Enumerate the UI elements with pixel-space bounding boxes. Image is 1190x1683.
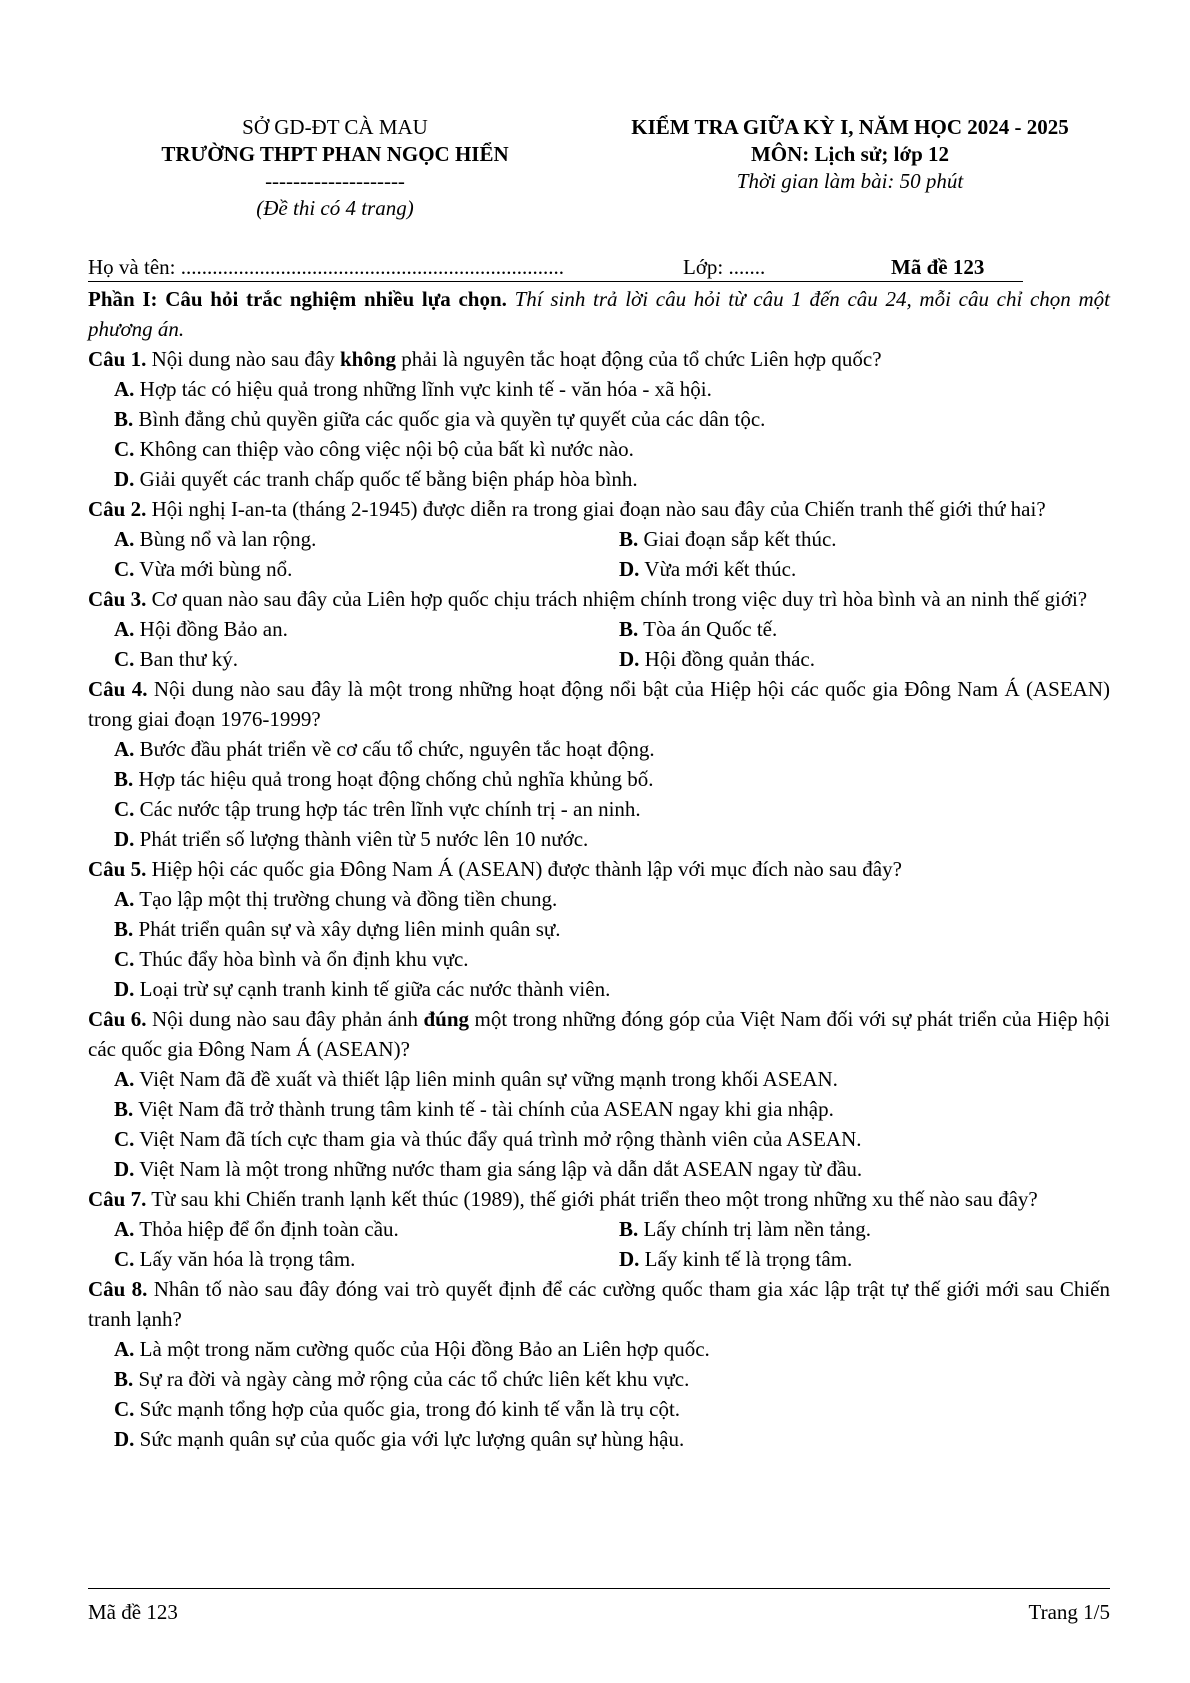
answer-option xyxy=(114,1247,355,1271)
option-line xyxy=(114,1064,1110,1094)
question-list xyxy=(88,344,1110,1454)
option-line xyxy=(114,944,1110,974)
option-cell xyxy=(114,1244,619,1274)
option-text: Việt Nam là một trong những nước tham gia sáng lập và dẫn dắt ASEAN ngay từ đầu. xyxy=(134,1157,863,1181)
option-key: C. xyxy=(114,797,135,821)
option-text: Lấy văn hóa là trọng tâm. xyxy=(134,1247,356,1271)
question-text: Nội dung nào sau đây là một trong những hoạt động nổi bật của Hiệp hội các quốc gia Đông Nam Á (ASEAN) trong giai đoạn 1976-1999? xyxy=(88,677,1110,731)
answer-option xyxy=(619,557,796,581)
option-key: C. xyxy=(114,1397,135,1421)
option-key: A. xyxy=(114,737,135,761)
option-text: Tạo lập một thị trường chung và đồng tiền chung. xyxy=(134,887,558,911)
answer-option xyxy=(619,527,837,551)
option-text: Sức mạnh tổng hợp của quốc gia, trong đó kinh tế vẫn là trụ cột. xyxy=(134,1397,681,1421)
option-key: D. xyxy=(114,977,135,1001)
option-line xyxy=(114,374,1110,404)
header-left xyxy=(110,114,560,222)
option-line xyxy=(114,1334,1110,1364)
option-text: Hợp tác có hiệu quả trong những lĩnh vực kinh tế - văn hóa - xã hội. xyxy=(134,377,712,401)
option-text: Hội đồng quản thác. xyxy=(639,647,815,671)
question-stem xyxy=(88,1184,1110,1214)
option-text: Tòa án Quốc tế. xyxy=(638,617,778,641)
option-key: A. xyxy=(114,1337,135,1361)
option-key: D. xyxy=(619,1247,640,1271)
answer-option xyxy=(619,617,777,641)
option-key: D. xyxy=(619,557,640,581)
option-line xyxy=(114,824,1110,854)
question-number: Câu 8. xyxy=(88,1277,148,1301)
department-name: SỞ GD-ĐT CÀ MAU xyxy=(242,115,428,139)
exam-code: Mã đề 123 xyxy=(891,255,985,279)
option-key: C. xyxy=(114,947,135,971)
option-line xyxy=(114,884,1110,914)
option-key: B. xyxy=(619,1217,639,1241)
answer-option xyxy=(114,437,634,461)
header-right xyxy=(580,114,1120,195)
part1-instruction: Thí sinh trả lời câu hỏi từ câu 1 đến câu 24, mỗi câu chỉ chọn một phương án. xyxy=(88,287,1110,341)
option-text: Loại trừ sự cạnh tranh kinh tế giữa các nước thành viên. xyxy=(134,977,611,1001)
option-text: Lấy chính trị làm nền tảng. xyxy=(638,1217,871,1241)
option-key: D. xyxy=(619,647,640,671)
option-line xyxy=(114,464,1110,494)
answer-option xyxy=(114,827,588,851)
option-line xyxy=(114,734,1110,764)
question-number: Câu 2. xyxy=(88,497,147,521)
option-key: A. xyxy=(114,617,135,641)
question-number: Câu 6. xyxy=(88,1007,147,1031)
option-text: Là một trong năm cường quốc của Hội đồng Bảo an Liên hợp quốc. xyxy=(134,1337,710,1361)
answer-option xyxy=(114,887,557,911)
answer-option xyxy=(114,1127,862,1151)
answer-option xyxy=(619,647,815,671)
page-footer xyxy=(88,1588,1110,1624)
option-line xyxy=(114,1154,1110,1184)
duration-line: Thời gian làm bài: 50 phút xyxy=(736,169,964,193)
school-name: TRƯỜNG THPT PHAN NGỌC HIỂN xyxy=(161,142,509,166)
answer-option xyxy=(114,1397,680,1421)
option-line xyxy=(114,1394,1110,1424)
question-number: Câu 1. xyxy=(88,347,147,371)
answer-option xyxy=(114,407,765,431)
option-line xyxy=(114,1424,1110,1454)
option-line xyxy=(114,1124,1110,1154)
option-text: Giải quyết các tranh chấp quốc tế bằng biện pháp hòa bình. xyxy=(134,467,638,491)
option-key: D. xyxy=(114,467,135,491)
option-cell xyxy=(619,614,1110,644)
option-text: Các nước tập trung hợp tác trên lĩnh vực chính trị - an ninh. xyxy=(134,797,641,821)
option-text: Giai đoạn sắp kết thúc. xyxy=(638,527,837,551)
question-text: Từ sau khi Chiến tranh lạnh kết thúc (1989), thế giới phát triển theo một trong những xu thế nào sau đây? xyxy=(146,1187,1038,1211)
answer-option xyxy=(114,527,316,551)
option-line xyxy=(114,1094,1110,1124)
question-stem xyxy=(88,1274,1110,1334)
option-key: B. xyxy=(114,1367,134,1391)
question-emphasis: đúng xyxy=(423,1007,470,1031)
option-text: Sức mạnh quân sự của quốc gia với lực lượng quân sự hùng hậu. xyxy=(134,1427,685,1451)
option-text: Bình đẳng chủ quyền giữa các quốc gia và quyền tự quyết của các dân tộc. xyxy=(133,407,766,431)
option-text: Vừa mới kết thúc. xyxy=(639,557,797,581)
answer-option xyxy=(114,1337,710,1361)
option-text: Bước đầu phát triển về cơ cấu tổ chức, nguyên tắc hoạt động. xyxy=(134,737,655,761)
answer-option xyxy=(114,557,292,581)
option-key: A. xyxy=(114,887,135,911)
question-number: Câu 4. xyxy=(88,677,148,701)
option-key: A. xyxy=(114,377,135,401)
option-row xyxy=(114,614,1110,644)
question-number: Câu 7. xyxy=(88,1187,147,1211)
question-text: Nội dung nào sau đây xyxy=(146,347,340,371)
answer-option xyxy=(114,647,238,671)
option-cell xyxy=(619,1214,1110,1244)
option-text: Sự ra đời và ngày càng mở rộng của các tổ chức liên kết khu vực. xyxy=(133,1367,690,1391)
exam-title: KIỂM TRA GIỮA KỲ I, NĂM HỌC 2024 - 2025 xyxy=(631,115,1069,139)
option-key: B. xyxy=(114,407,134,431)
option-key: B. xyxy=(619,527,639,551)
option-row xyxy=(114,1244,1110,1274)
option-key: C. xyxy=(114,437,135,461)
question-text-continued: một trong những đóng góp của Việt Nam đối với sự phát triển của Hiệp hội các quốc gia Đông Nam Á (ASEAN)? xyxy=(88,1007,1110,1061)
question-number: Câu 3. xyxy=(88,587,147,611)
question-text: Hiệp hội các quốc gia Đông Nam Á (ASEAN) được thành lập với mục đích nào sau đây? xyxy=(146,857,902,881)
option-text: Vừa mới bùng nổ. xyxy=(134,557,293,581)
class-field: Lớp: ....... xyxy=(683,255,766,279)
option-cell xyxy=(619,1244,1110,1274)
option-key: A. xyxy=(114,1067,135,1091)
student-info-line xyxy=(88,253,1023,282)
footer-exam-code: Mã đề 123 xyxy=(88,1600,178,1624)
question-stem xyxy=(88,1004,1110,1064)
option-key: D. xyxy=(114,1427,135,1451)
option-cell xyxy=(114,554,619,584)
option-line xyxy=(114,764,1110,794)
answer-option xyxy=(114,1067,838,1091)
option-key: D. xyxy=(114,1157,135,1181)
part1-title: Phần I: Câu hỏi trắc nghiệm nhiều lựa chọn. xyxy=(88,287,507,311)
option-line xyxy=(114,434,1110,464)
option-key: A. xyxy=(114,1217,135,1241)
option-key: D. xyxy=(114,827,135,851)
answer-option xyxy=(114,767,654,791)
option-cell xyxy=(619,554,1110,584)
question-text: Nội dung nào sau đây phản ánh xyxy=(146,1007,424,1031)
question-stem xyxy=(88,854,1110,884)
answer-option xyxy=(114,917,561,941)
answer-option xyxy=(114,947,469,971)
option-row xyxy=(114,644,1110,674)
option-row xyxy=(114,524,1110,554)
option-line xyxy=(114,794,1110,824)
option-cell xyxy=(114,644,619,674)
answer-option xyxy=(114,617,288,641)
answer-option xyxy=(114,977,610,1001)
header-dashes: -------------------- xyxy=(265,169,405,193)
option-text: Ban thư ký. xyxy=(134,647,238,671)
answer-option xyxy=(114,467,638,491)
option-text: Hội đồng Bảo an. xyxy=(134,617,288,641)
option-text: Lấy kinh tế là trọng tâm. xyxy=(639,1247,853,1271)
subject-line: MÔN: Lịch sử; lớp 12 xyxy=(750,142,950,166)
question-stem xyxy=(88,674,1110,734)
option-key: A. xyxy=(114,527,135,551)
option-text: Việt Nam đã tích cực tham gia và thúc đẩy quá trình mở rộng thành viên của ASEAN. xyxy=(134,1127,862,1151)
option-text: Thúc đẩy hòa bình và ổn định khu vực. xyxy=(134,947,469,971)
option-key: C. xyxy=(114,557,135,581)
question-number: Câu 5. xyxy=(88,857,147,881)
answer-option xyxy=(114,797,641,821)
footer-page-number: Trang 1/5 xyxy=(1028,1600,1110,1624)
question-stem xyxy=(88,584,1110,614)
answer-option xyxy=(114,1427,684,1451)
option-text: Phát triển số lượng thành viên từ 5 nước lên 10 nước. xyxy=(134,827,589,851)
question-text: Nhân tố nào sau đây đóng vai trò quyết định để các cường quốc tham gia xác lập trật tự thế giới mới sau Chiến tranh lạnh? xyxy=(88,1277,1110,1331)
option-text: Hợp tác hiệu quả trong hoạt động chống chủ nghĩa khủng bố. xyxy=(133,767,654,791)
part1-heading xyxy=(88,284,1110,344)
answer-option xyxy=(114,737,655,761)
option-key: C. xyxy=(114,1127,135,1151)
option-cell xyxy=(114,1214,619,1244)
question-text: Hội nghị I-an-ta (tháng 2-1945) được diễn ra trong giai đoạn nào sau đây của Chiến tranh thế giới thứ hai? xyxy=(146,497,1046,521)
question-emphasis: không xyxy=(340,347,397,371)
question-text: Cơ quan nào sau đây của Liên hợp quốc chịu trách nhiệm chính trong việc duy trì hòa bình và an ninh thế giới? xyxy=(146,587,1088,611)
option-line xyxy=(114,1364,1110,1394)
question-text-continued: phải là nguyên tắc hoạt động của tổ chức Liên hợp quốc? xyxy=(396,347,882,371)
option-line xyxy=(114,404,1110,434)
option-row xyxy=(114,554,1110,584)
option-cell xyxy=(619,524,1110,554)
option-text: Phát triển quân sự và xây dựng liên minh quân sự. xyxy=(133,917,561,941)
option-key: B. xyxy=(114,767,134,791)
option-text: Thỏa hiệp để ổn định toàn cầu. xyxy=(134,1217,399,1241)
question-stem xyxy=(88,344,1110,374)
option-row xyxy=(114,1214,1110,1244)
question-stem xyxy=(88,494,1110,524)
option-text: Việt Nam đã trở thành trung tâm kinh tế - tài chính của ASEAN ngay khi gia nhập. xyxy=(133,1097,834,1121)
answer-option xyxy=(619,1247,852,1271)
option-cell xyxy=(619,644,1110,674)
exam-body xyxy=(88,284,1110,1454)
answer-option xyxy=(114,377,712,401)
option-line xyxy=(114,974,1110,1004)
option-text: Bùng nổ và lan rộng. xyxy=(134,527,317,551)
option-text: Việt Nam đã đề xuất và thiết lập liên minh quân sự vững mạnh trong khối ASEAN. xyxy=(134,1067,838,1091)
answer-option xyxy=(114,1217,399,1241)
answer-option xyxy=(114,1157,862,1181)
option-key: B. xyxy=(114,917,134,941)
student-name-field: Họ và tên: ......................................................................... xyxy=(88,255,564,279)
option-text: Không can thiệp vào công việc nội bộ của bất kì nước nào. xyxy=(134,437,634,461)
answer-option xyxy=(114,1367,689,1391)
option-cell xyxy=(114,524,619,554)
answer-option xyxy=(114,1097,834,1121)
option-key: B. xyxy=(619,617,639,641)
answer-option xyxy=(619,1217,871,1241)
option-key: C. xyxy=(114,1247,135,1271)
option-key: C. xyxy=(114,647,135,671)
option-key: B. xyxy=(114,1097,134,1121)
option-line xyxy=(114,914,1110,944)
page-count-note: (Đề thi có 4 trang) xyxy=(256,196,414,220)
option-cell xyxy=(114,614,619,644)
